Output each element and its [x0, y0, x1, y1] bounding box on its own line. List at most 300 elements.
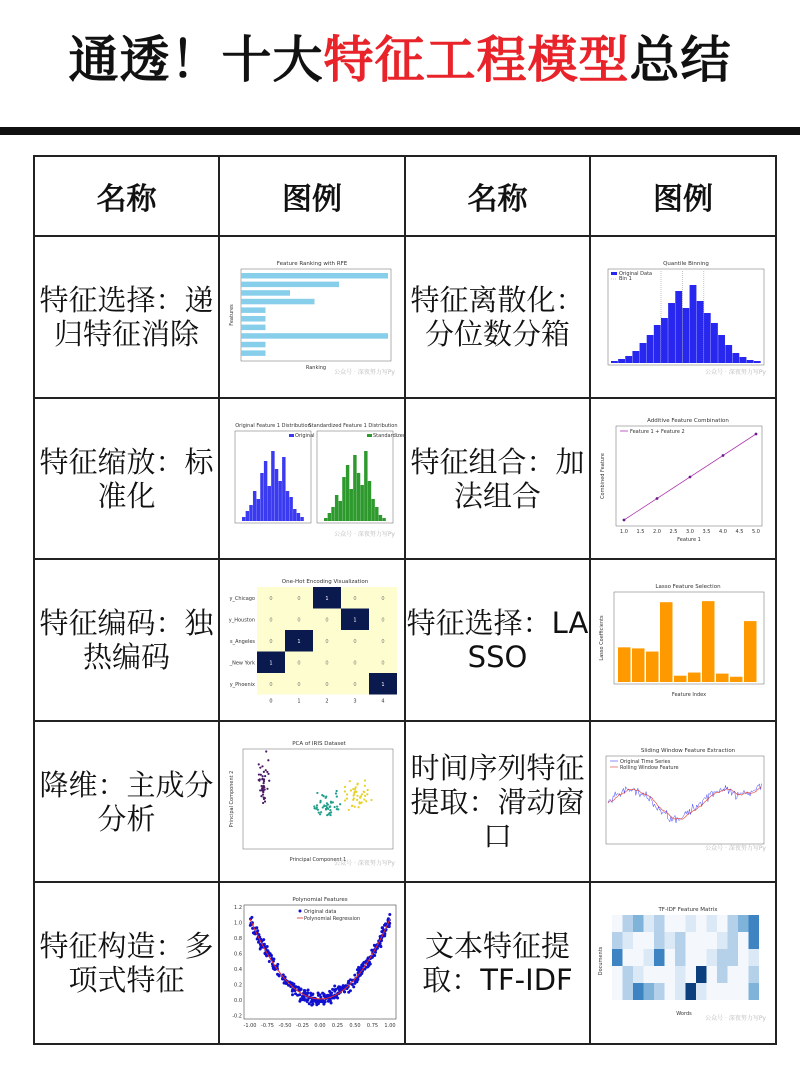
pca-point: [329, 805, 331, 807]
pca-point: [367, 789, 369, 791]
scaling-bar-original: [282, 457, 285, 521]
onehot-cell-value: 0: [353, 638, 357, 645]
onehot-cell-value: 0: [269, 681, 273, 688]
quantile-bar: [754, 361, 761, 363]
figure-cell: [219, 721, 405, 883]
tfidf-cell: [675, 966, 686, 983]
tfidf-cell: [707, 966, 718, 983]
lasso-bar: [744, 621, 757, 682]
poly-x-tick: -1.00: [243, 1023, 257, 1030]
rfe-bar: [241, 282, 339, 288]
pca-point: [262, 793, 264, 795]
pca-point: [313, 805, 315, 807]
onehot-cell-value: 0: [269, 595, 273, 602]
poly-point: [273, 968, 276, 971]
onehot-row-label: y_Houston: [228, 617, 255, 624]
table-row: [34, 559, 776, 721]
sliding-series-rolling: [608, 787, 762, 819]
poly-point: [343, 991, 346, 994]
poly-y-tick: -0.2: [232, 1013, 242, 1020]
rfe-bar: [241, 273, 388, 279]
onehot-col-label: 1: [297, 698, 301, 705]
quantile-bar: [661, 318, 668, 363]
lasso-bar: [688, 673, 701, 682]
scaling-bar-standardized: [360, 485, 363, 521]
tfidf-cell: [623, 983, 634, 1000]
quantile-bar: [747, 360, 754, 363]
lasso-chart: [598, 580, 768, 700]
quantile-bar: [611, 361, 618, 363]
quantile-bar: [690, 285, 697, 363]
pca-point: [258, 773, 260, 775]
tfidf-cell: [696, 966, 707, 983]
pca-point: [320, 799, 322, 801]
rfe-bar: [241, 333, 388, 339]
scaling-bar-original: [289, 497, 292, 521]
addition-x-tick: 1.0: [620, 528, 628, 535]
poly-point: [266, 945, 269, 948]
pca-point: [265, 769, 267, 771]
poly-point: [291, 993, 294, 996]
pca-point: [325, 807, 327, 809]
pca-point: [359, 796, 361, 798]
onehot-cell-value: 0: [353, 660, 357, 667]
poly-title: Polynomial Features: [292, 897, 348, 904]
addition-x-tick: 2.0: [653, 528, 661, 535]
watermark: 公众号 · 深夜努力写Py: [334, 369, 395, 377]
pca-point: [336, 795, 338, 797]
tfidf-cell: [633, 915, 644, 932]
model-name: 特征构造：多项式特征: [34, 882, 219, 1044]
addition-xlabel: Feature 1: [677, 536, 701, 543]
pca-point: [354, 805, 356, 807]
pca-point: [336, 805, 338, 807]
scaling-bar-standardized: [371, 499, 374, 521]
tfidf-cell: [675, 949, 686, 966]
scaling-bar-original: [253, 491, 256, 521]
pca-point: [259, 766, 261, 768]
poly-point: [312, 999, 315, 1002]
poly-y-tick: 0.4: [234, 967, 242, 974]
onehot-row-label: y_Phoenix: [229, 681, 255, 688]
model-name: 特征选择：递归特征消除: [34, 236, 219, 398]
tfidf-cell: [665, 983, 676, 1000]
pca-point: [348, 808, 350, 810]
tfidf-cell: [665, 949, 676, 966]
pca-point: [316, 804, 318, 806]
pca-point: [332, 801, 334, 803]
poly-y-tick: 0.8: [234, 936, 242, 943]
onehot-cell-value: 0: [297, 617, 301, 624]
pca-point: [262, 785, 264, 787]
pca-point: [263, 782, 265, 784]
rfe-bar: [241, 325, 266, 331]
pca-point: [264, 775, 266, 777]
lasso-title: Lasso Feature Selection: [655, 584, 721, 591]
pca-point: [325, 805, 327, 807]
poly-point: [257, 941, 260, 944]
figure-cell: [590, 559, 776, 721]
rfe-bar: [241, 307, 266, 313]
tfidf-cell: [686, 932, 697, 949]
tfidf-cell: [728, 949, 739, 966]
quantile-bar: [675, 291, 682, 363]
scaling-bar-original: [257, 499, 260, 521]
header-name-1: 名称: [34, 156, 219, 236]
pca-point: [262, 801, 264, 803]
pca-point: [356, 794, 358, 796]
tfidf-cell: [654, 949, 665, 966]
poly-point: [283, 981, 286, 984]
tfidf-cell: [728, 915, 739, 932]
rfe-bar: [241, 342, 266, 348]
onehot-col-label: 0: [269, 698, 273, 705]
tfidf-cell: [717, 932, 728, 949]
lasso-bar: [660, 602, 673, 682]
header-row: [34, 156, 776, 236]
quantile-bar: [640, 343, 647, 363]
rfe-bar: [241, 350, 266, 356]
tfidf-cell: [696, 949, 707, 966]
table-row: [34, 398, 776, 560]
onehot-chart: [227, 575, 397, 705]
poly-point: [371, 949, 374, 952]
poly-point: [327, 994, 330, 997]
pca-point: [353, 793, 355, 795]
scaling-bar-original: [275, 469, 278, 521]
poly-point: [276, 973, 279, 976]
tfidf-cell: [633, 966, 644, 983]
tfidf-cell: [612, 932, 623, 949]
scaling-bar-standardized: [335, 495, 338, 521]
tfidf-cell: [738, 949, 749, 966]
tfidf-cell: [728, 983, 739, 1000]
sliding-window-chart: [598, 742, 768, 862]
tfidf-cell: [717, 915, 728, 932]
quantile-bar: [697, 301, 704, 363]
poly-point: [333, 985, 336, 988]
tfidf-cell: [665, 966, 676, 983]
pca-point: [313, 807, 315, 809]
tfidf-cell: [612, 983, 623, 1000]
pca-point: [319, 813, 321, 815]
tfidf-cell: [749, 983, 760, 1000]
lasso-bar: [646, 652, 659, 682]
tfidf-cell: [675, 915, 686, 932]
tfidf-cell: [644, 983, 655, 1000]
tfidf-cell: [675, 932, 686, 949]
poly-point: [347, 991, 350, 994]
header-name-2: 名称: [405, 156, 590, 236]
poly-x-tick: -0.75: [261, 1023, 274, 1030]
tfidf-cell: [696, 983, 707, 1000]
tfidf-cell: [654, 983, 665, 1000]
poly-x-tick: -0.50: [278, 1023, 292, 1030]
scaling-chart: [227, 419, 407, 539]
poly-x-tick: 1.00: [384, 1023, 396, 1030]
tfidf-cell: [665, 915, 676, 932]
addition-chart: [598, 414, 768, 544]
pca-point: [344, 799, 346, 801]
poly-y-tick: 0.2: [234, 982, 242, 989]
tfidf-cell: [644, 932, 655, 949]
scaling-bar-standardized: [350, 489, 353, 521]
poly-regression-line: [250, 919, 390, 999]
tfidf-cell: [717, 966, 728, 983]
polynomial-chart: [224, 893, 400, 1033]
tfidf-ylabel: Documents: [598, 946, 604, 976]
tfidf-cell: [623, 949, 634, 966]
quantile-chart: [598, 257, 768, 377]
pca-point: [363, 790, 365, 792]
poly-legend-1: Original data: [304, 909, 337, 916]
onehot-cell-value: 0: [325, 660, 329, 667]
pca-point: [329, 809, 331, 811]
title-part3: 总结: [629, 31, 732, 89]
pca-point: [317, 808, 319, 810]
model-name: 特征选择：LASSO: [405, 559, 590, 721]
quantile-bar: [668, 303, 675, 363]
pca-point: [264, 800, 266, 802]
pca-point: [363, 798, 365, 800]
model-name: 特征离散化：分位数分箱: [405, 236, 590, 398]
tfidf-cell: [749, 949, 760, 966]
header-figure-2: 图例: [590, 156, 776, 236]
scaling-bar-standardized: [324, 518, 327, 521]
figure-cell: [219, 236, 405, 398]
onehot-col-label: 4: [381, 698, 385, 705]
tfidf-cell: [623, 915, 634, 932]
pca-point: [327, 807, 329, 809]
addition-x-tick: 4.5: [735, 528, 744, 535]
pca-point: [323, 804, 325, 806]
addition-point: [623, 518, 626, 521]
onehot-cell-value: 0: [381, 595, 385, 602]
pca-point: [346, 797, 348, 799]
tfidf-cell: [644, 915, 655, 932]
poly-x-tick: 0.25: [331, 1023, 344, 1030]
scaling-title-left: Original Feature 1 Distribution: [235, 422, 311, 429]
pca-point: [335, 792, 337, 794]
tfidf-cell: [686, 915, 697, 932]
quantile-bar: [725, 345, 732, 363]
poly-point: [296, 994, 299, 997]
onehot-cell-value: 0: [381, 617, 385, 624]
poly-point: [317, 994, 320, 997]
pca-point: [262, 775, 264, 777]
poly-point: [269, 952, 272, 955]
pca-point: [365, 800, 367, 802]
addition-x-tick: 1.5: [636, 528, 645, 535]
header-figure-1: 图例: [219, 156, 405, 236]
lasso-bar: [674, 676, 687, 682]
pca-point: [259, 789, 261, 791]
pca-point: [352, 798, 354, 800]
poly-point: [373, 954, 376, 957]
pca-point: [320, 811, 322, 813]
addition-point: [656, 497, 659, 500]
scaling-bar-original: [242, 517, 245, 521]
quantile-legend-2: Bin 1: [619, 276, 632, 283]
model-name: 文本特征提取：TF-IDF: [405, 882, 590, 1044]
addition-x-tick: 3.5: [702, 528, 711, 535]
addition-point: [755, 432, 758, 435]
quantile-bar: [740, 357, 747, 363]
addition-point: [689, 475, 692, 478]
pca-point: [353, 791, 355, 793]
model-name: 特征编码：独热编码: [34, 559, 219, 721]
pca-point: [350, 789, 352, 791]
addition-legend: Feature 1 + Feature 2: [630, 428, 685, 435]
pca-xlabel: Principal Component 1: [289, 856, 347, 863]
quantile-bar: [632, 351, 639, 363]
tfidf-cell: [749, 915, 760, 932]
pca-point: [260, 773, 262, 775]
pca-point: [351, 805, 353, 807]
sliding-legend-1: Original Time Series: [620, 758, 671, 765]
poly-point: [255, 926, 258, 929]
pca-point: [267, 759, 269, 761]
pca-chart: [227, 737, 397, 867]
pca-point: [326, 814, 328, 816]
tfidf-cell: [644, 966, 655, 983]
quantile-bar: [647, 335, 654, 363]
tfidf-cell: [623, 932, 634, 949]
poly-point: [340, 987, 343, 990]
onehot-col-label: 3: [353, 698, 357, 705]
watermark: 公众号 · 深夜努力写Py: [334, 530, 395, 538]
poly-point: [324, 1001, 327, 1004]
pca-point: [316, 791, 318, 793]
addition-x-tick: 3.0: [686, 528, 694, 535]
pca-point: [329, 814, 331, 816]
scaling-bar-standardized: [364, 451, 367, 521]
scaling-bar-original: [271, 451, 274, 521]
onehot-cell-value: 1: [381, 681, 385, 688]
onehot-col-label: 2: [325, 698, 329, 705]
tfidf-cell: [749, 932, 760, 949]
pca-point: [337, 808, 339, 810]
pca-point: [366, 793, 368, 795]
onehot-cell-value: 0: [381, 660, 385, 667]
addition-point: [722, 454, 725, 457]
pca-ylabel: Principal Component 2: [229, 770, 235, 827]
poly-point: [365, 966, 368, 969]
scaling-bar-original: [264, 461, 267, 521]
tfidf-cell: [686, 966, 697, 983]
pca-point: [355, 790, 357, 792]
rfe-bar: [241, 290, 290, 296]
lasso-bar: [716, 674, 729, 682]
pca-point: [334, 806, 336, 808]
quantile-bar: [682, 308, 689, 363]
quantile-bar: [654, 325, 661, 363]
addition-x-tick: 5.0: [752, 528, 760, 535]
onehot-cell-value: 0: [325, 681, 329, 688]
scaling-bar-standardized: [331, 507, 334, 521]
tfidf-xlabel: Words: [676, 1011, 692, 1018]
pca-point: [361, 793, 363, 795]
tfidf-cell: [675, 983, 686, 1000]
tfidf-cell: [728, 932, 739, 949]
poly-y-tick: 0.6: [234, 951, 242, 958]
scaling-legend-right: Standardized: [373, 432, 407, 439]
addition-ylabel: Combined Feature: [600, 452, 606, 499]
pca-point: [356, 798, 358, 800]
tfidf-cell: [707, 949, 718, 966]
poly-point: [355, 981, 358, 984]
onehot-row-label: _New York: [229, 660, 255, 667]
scaling-title-right: Standardized Feature 1 Distribution: [308, 422, 398, 429]
quantile-bar: [711, 323, 718, 363]
quantile-bar: [732, 353, 739, 363]
scaling-bar-standardized: [357, 473, 360, 521]
models-table: [33, 155, 777, 1045]
title-highlight: 特征工程模型: [323, 31, 630, 89]
tfidf-cell: [686, 983, 697, 1000]
scaling-bar-original: [246, 511, 249, 521]
page-title: [0, 20, 800, 92]
poly-x-tick: 0.50: [349, 1023, 361, 1030]
table-row: [34, 721, 776, 883]
poly-y-tick: 1.0: [234, 920, 242, 927]
pca-point: [330, 811, 332, 813]
model-name: 特征组合：加法组合: [405, 398, 590, 560]
tfidf-cell: [738, 983, 749, 1000]
pca-point: [349, 780, 351, 782]
figure-cell: [590, 236, 776, 398]
figure-cell: [590, 721, 776, 883]
pca-point: [266, 770, 268, 772]
poly-point: [323, 993, 326, 996]
tfidf-cell: [686, 949, 697, 966]
poly-point: [331, 988, 334, 991]
quantile-bar: [718, 335, 725, 363]
lasso-ylabel: Lasso Coefficients: [599, 615, 605, 661]
pca-point: [263, 770, 265, 772]
tfidf-cell: [717, 949, 728, 966]
tfidf-cell: [612, 949, 623, 966]
scaling-bar-standardized: [382, 518, 385, 521]
figure-cell: [590, 398, 776, 560]
poly-point: [358, 968, 361, 971]
tfidf-cell: [696, 915, 707, 932]
pca-point: [267, 772, 269, 774]
tfidf-cell: [749, 966, 760, 983]
poly-point: [263, 952, 266, 955]
poly-point: [321, 1000, 324, 1003]
pca-point: [258, 763, 260, 765]
sliding-legend-2: Rolling Window Feature: [620, 764, 679, 771]
pca-point: [325, 795, 327, 797]
pca-point: [354, 788, 356, 790]
model-name: 特征缩放：标准化: [34, 398, 219, 560]
pca-point: [259, 778, 261, 780]
pca-point: [261, 765, 263, 767]
lasso-xlabel: Feature Index: [671, 692, 707, 699]
figure-cell: [219, 559, 405, 721]
scaling-bar-standardized: [368, 481, 371, 521]
pca-point: [339, 803, 341, 805]
quantile-bar: [618, 359, 625, 363]
scaling-bar-standardized: [328, 513, 331, 521]
pca-point: [265, 750, 267, 752]
addition-title: Additive Feature Combination: [647, 417, 729, 424]
poly-point: [353, 974, 356, 977]
pca-point: [327, 803, 329, 805]
pca-point: [370, 799, 372, 801]
tfidf-chart: [598, 903, 768, 1023]
